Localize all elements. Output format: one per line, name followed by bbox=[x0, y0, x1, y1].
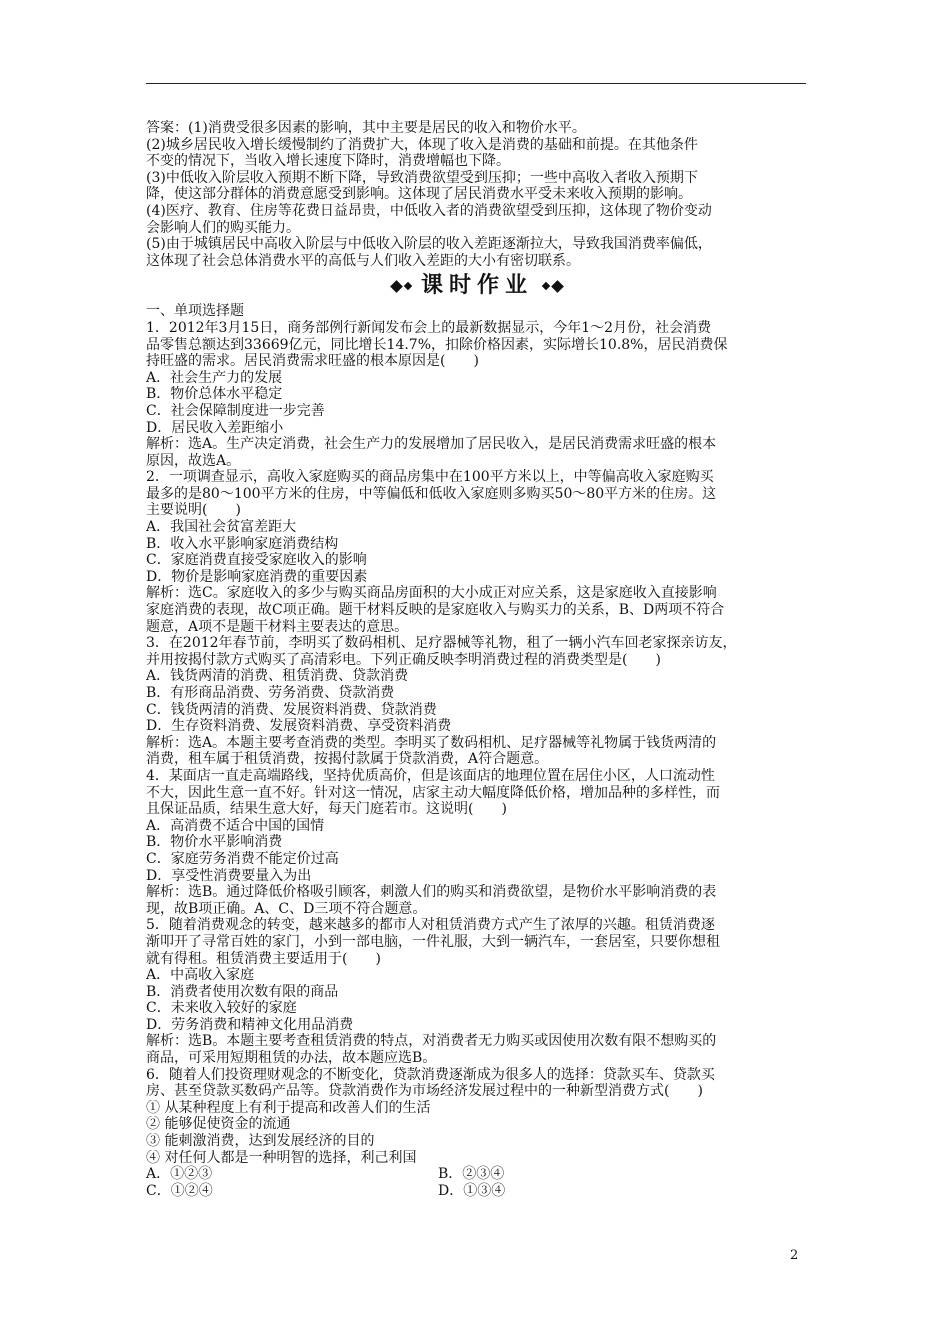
text-line: A．我国社会贫富差距大 bbox=[146, 519, 297, 536]
text-line: (3)中低收入阶层收入预期不断下降，导致消费欲望受到压抑；一些中高收入者收入预期下 bbox=[146, 169, 698, 186]
exercise-block bbox=[146, 303, 808, 1166]
text-line: 消费，租车属于租赁消费，按揭付款属于贷款消费，A符合题意。 bbox=[146, 751, 549, 768]
text-line: ③ 能刺激消费，达到发展经济的目的 bbox=[146, 1133, 375, 1150]
q6-option-a: A．①②③ bbox=[146, 1166, 213, 1183]
q6-option-c: C．①②④ bbox=[146, 1182, 213, 1199]
q6-option-d: D．①③④ bbox=[438, 1182, 506, 1199]
text-line: 4．某面店一直走高端路线，坚持优质高价，但是该面店的地理位置在居住小区，人口流动性 bbox=[146, 767, 715, 784]
text-line: 解析：选B。本题主要考查租赁消费的特点，对消费者无力购买或因使用次数有限不想购买的 bbox=[146, 1033, 717, 1050]
text-line: ② 能够促使资金的流通 bbox=[146, 1116, 291, 1133]
text-line: 答案：(1)消费受很多因素的影响，其中主要是居民的收入和物价水平。 bbox=[146, 120, 586, 136]
text-line: 会影响人们的购买能力。 bbox=[146, 219, 300, 236]
text-line: 原因，故选A。 bbox=[146, 452, 241, 469]
text-line: C．家庭消费直接受家庭收入的影响 bbox=[146, 552, 367, 569]
text-line: A．钱货两清的消费、租赁消费、贷款消费 bbox=[146, 668, 409, 685]
text-line: 房、甚至贷款买数码产品等。贷款消费作为市场经济发展过程中的一种新型消费方式( ) bbox=[146, 1083, 703, 1100]
text-line: 题意，A项不是题干材料主要表达的意思。 bbox=[146, 618, 409, 635]
text-line: 主要说明( ) bbox=[146, 502, 241, 519]
text-line: 5．随着消费观念的转变，越来越多的都市人对租赁消费方式产生了浓厚的兴趣。租赁消费逐 bbox=[146, 917, 715, 934]
text-line: A．高消费不适合中国的国情 bbox=[146, 817, 325, 834]
text-line: B．收入水平影响家庭消费结构 bbox=[146, 535, 339, 552]
text-line: 解析：选B。通过降低价格吸引顾客，刺激人们的购买和消费欲望，是物价水平影响消费的表 bbox=[146, 884, 717, 901]
text-line: (2)城乡居民收入增长缓慢制约了消费扩大，体现了收入是消费的基础和前提。在其他条件 bbox=[146, 136, 698, 153]
text-line: (5)由于城镇居民中高收入阶层与中低收入阶层的收入差距逐渐拉大，导致我国消费率偏低， bbox=[146, 236, 712, 253]
text-line: A．社会生产力的发展 bbox=[146, 369, 283, 386]
text-line: A．中高收入家庭 bbox=[146, 967, 255, 984]
q6-options-row-1 bbox=[146, 1166, 808, 1183]
text-line: C．未来收入较好的家庭 bbox=[146, 1000, 297, 1017]
text-line: 并用按揭付款方式购买了高清彩电。下列正确反映李明消费过程的消费类型是( ) bbox=[146, 651, 661, 668]
text-line: 不变的情况下，当收入增长速度下降时，消费增幅也下降。 bbox=[146, 153, 510, 170]
text-line: ④ 对任何人都是一种明智的选择，利己利国 bbox=[146, 1149, 417, 1166]
text-line: B．有形商品消费、劳务消费、贷款消费 bbox=[146, 685, 395, 701]
q6-option-b: B．②③④ bbox=[438, 1166, 505, 1183]
text-line: 现，故B项正确。A、C、D三项不符合题意。 bbox=[146, 900, 427, 917]
text-line: 解析：选A。本题主要考查消费的类型。李明买了数码相机、足疗器械等礼物属于钱货两清的 bbox=[146, 734, 717, 751]
diamond-icon bbox=[542, 282, 550, 290]
diamond-icon bbox=[551, 280, 564, 293]
text-line: 降，使这部分群体的消费意愿受到影响。这体现了居民消费水平受未来收入预期的影响。 bbox=[146, 186, 692, 203]
text-line: 一、单项选择题 bbox=[146, 303, 244, 320]
text-line: 商品，可采用短期租赁的办法，故本题应选B。 bbox=[146, 1050, 437, 1067]
diamond-icon bbox=[404, 282, 412, 290]
text-line: 不大，因此生意一直不好。针对这一情况，店家主动大幅度降低价格，增加品种的多样性，而 bbox=[146, 784, 720, 801]
text-line: 这体现了社会总体消费水平的高低与人们收入差距的大小有密切联系。 bbox=[146, 252, 580, 269]
text-line: C．社会保障制度进一步完善 bbox=[146, 402, 325, 419]
document-body bbox=[146, 120, 808, 1199]
header-rule bbox=[146, 83, 806, 84]
text-line: 解析：选A。生产决定消费，社会生产力的发展增加了居民收入，是居民消费需求旺盛的根本 bbox=[146, 436, 717, 453]
text-line: 6．随着人们投资理财观念的不断变化，贷款消费逐渐成为很多人的选择：贷款买车、贷款买 bbox=[146, 1066, 715, 1083]
text-line: B．物价总体水平稳定 bbox=[146, 386, 283, 403]
text-line: 3．在2012年春节前，李明买了数码相机、足疗器械等礼物，租了一辆小汽车回老家探亲访友， bbox=[146, 635, 737, 652]
answer-block bbox=[146, 120, 808, 269]
diamond-icon bbox=[390, 280, 403, 293]
text-line: 品零售总额达到33669亿元，同比增长14.7%，扣除价格因素，实际增长10.8%，居民消费保 bbox=[146, 336, 728, 353]
text-line: D．物价是影响家庭消费的重要因素 bbox=[146, 568, 368, 585]
text-line: D．居民收入差距缩小 bbox=[146, 419, 284, 436]
text-line: C．钱货两清的消费、发展资料消费、贷款消费 bbox=[146, 701, 437, 718]
text-line: D．享受性消费要量入为出 bbox=[146, 867, 312, 884]
text-line: 最多的是80～100平方米的住房，中等偏低和低收入家庭则多购买50～80平方米的住房。这 bbox=[146, 485, 717, 502]
text-line: 渐叩开了寻常百姓的家门，小到一部电脑，一件礼服，大到一辆汽车，一套居室，只要你想租 bbox=[146, 933, 720, 950]
banner-title: 课时作业 bbox=[420, 273, 533, 299]
text-line: C．家庭劳务消费不能定价过高 bbox=[146, 850, 339, 867]
section-banner bbox=[146, 269, 808, 303]
text-line: B．物价水平影响消费 bbox=[146, 834, 283, 851]
text-line: 解析：选C。家庭收入的多少与购买商品房面积的大小成正对应关系，这是家庭收入直接影响 bbox=[146, 585, 717, 602]
text-line: D．生存资料消费、发展资料消费、享受资料消费 bbox=[146, 718, 452, 735]
text-line: (4)医疗、教育、住房等花费日益昂贵，中低收入者的消费欲望受到压抑，这体现了物价变动 bbox=[146, 202, 712, 219]
text-line: 持旺盛的需求。居民消费需求旺盛的根本原因是( ) bbox=[146, 353, 479, 370]
text-line: 且保证品质，结果生意大好，每天门庭若市。这说明( ) bbox=[146, 801, 507, 818]
text-line: 1．2012年3月15日，商务部例行新闻发布会上的最新数据显示，今年1～2月份，社会消费 bbox=[146, 319, 712, 336]
page-number: 2 bbox=[790, 1248, 799, 1263]
text-line: 2．一项调查显示，高收入家庭购买的商品房集中在100平方米以上，中等偏高收入家庭购买 bbox=[146, 469, 714, 486]
text-line: 就有得租。租赁消费主要适用于( ) bbox=[146, 950, 381, 967]
text-line: ① 从某种程度上有利于提高和改善人们的生活 bbox=[146, 1099, 431, 1116]
text-line: 家庭消费的表现，故C项正确。题干材料反映的是家庭收入与购买力的关系，B、D两项不符合 bbox=[146, 602, 725, 619]
text-line: B．消费者使用次数有限的商品 bbox=[146, 983, 339, 1000]
text-line: D．劳务消费和精神文化用品消费 bbox=[146, 1016, 354, 1033]
q6-options-row-2 bbox=[146, 1183, 808, 1200]
